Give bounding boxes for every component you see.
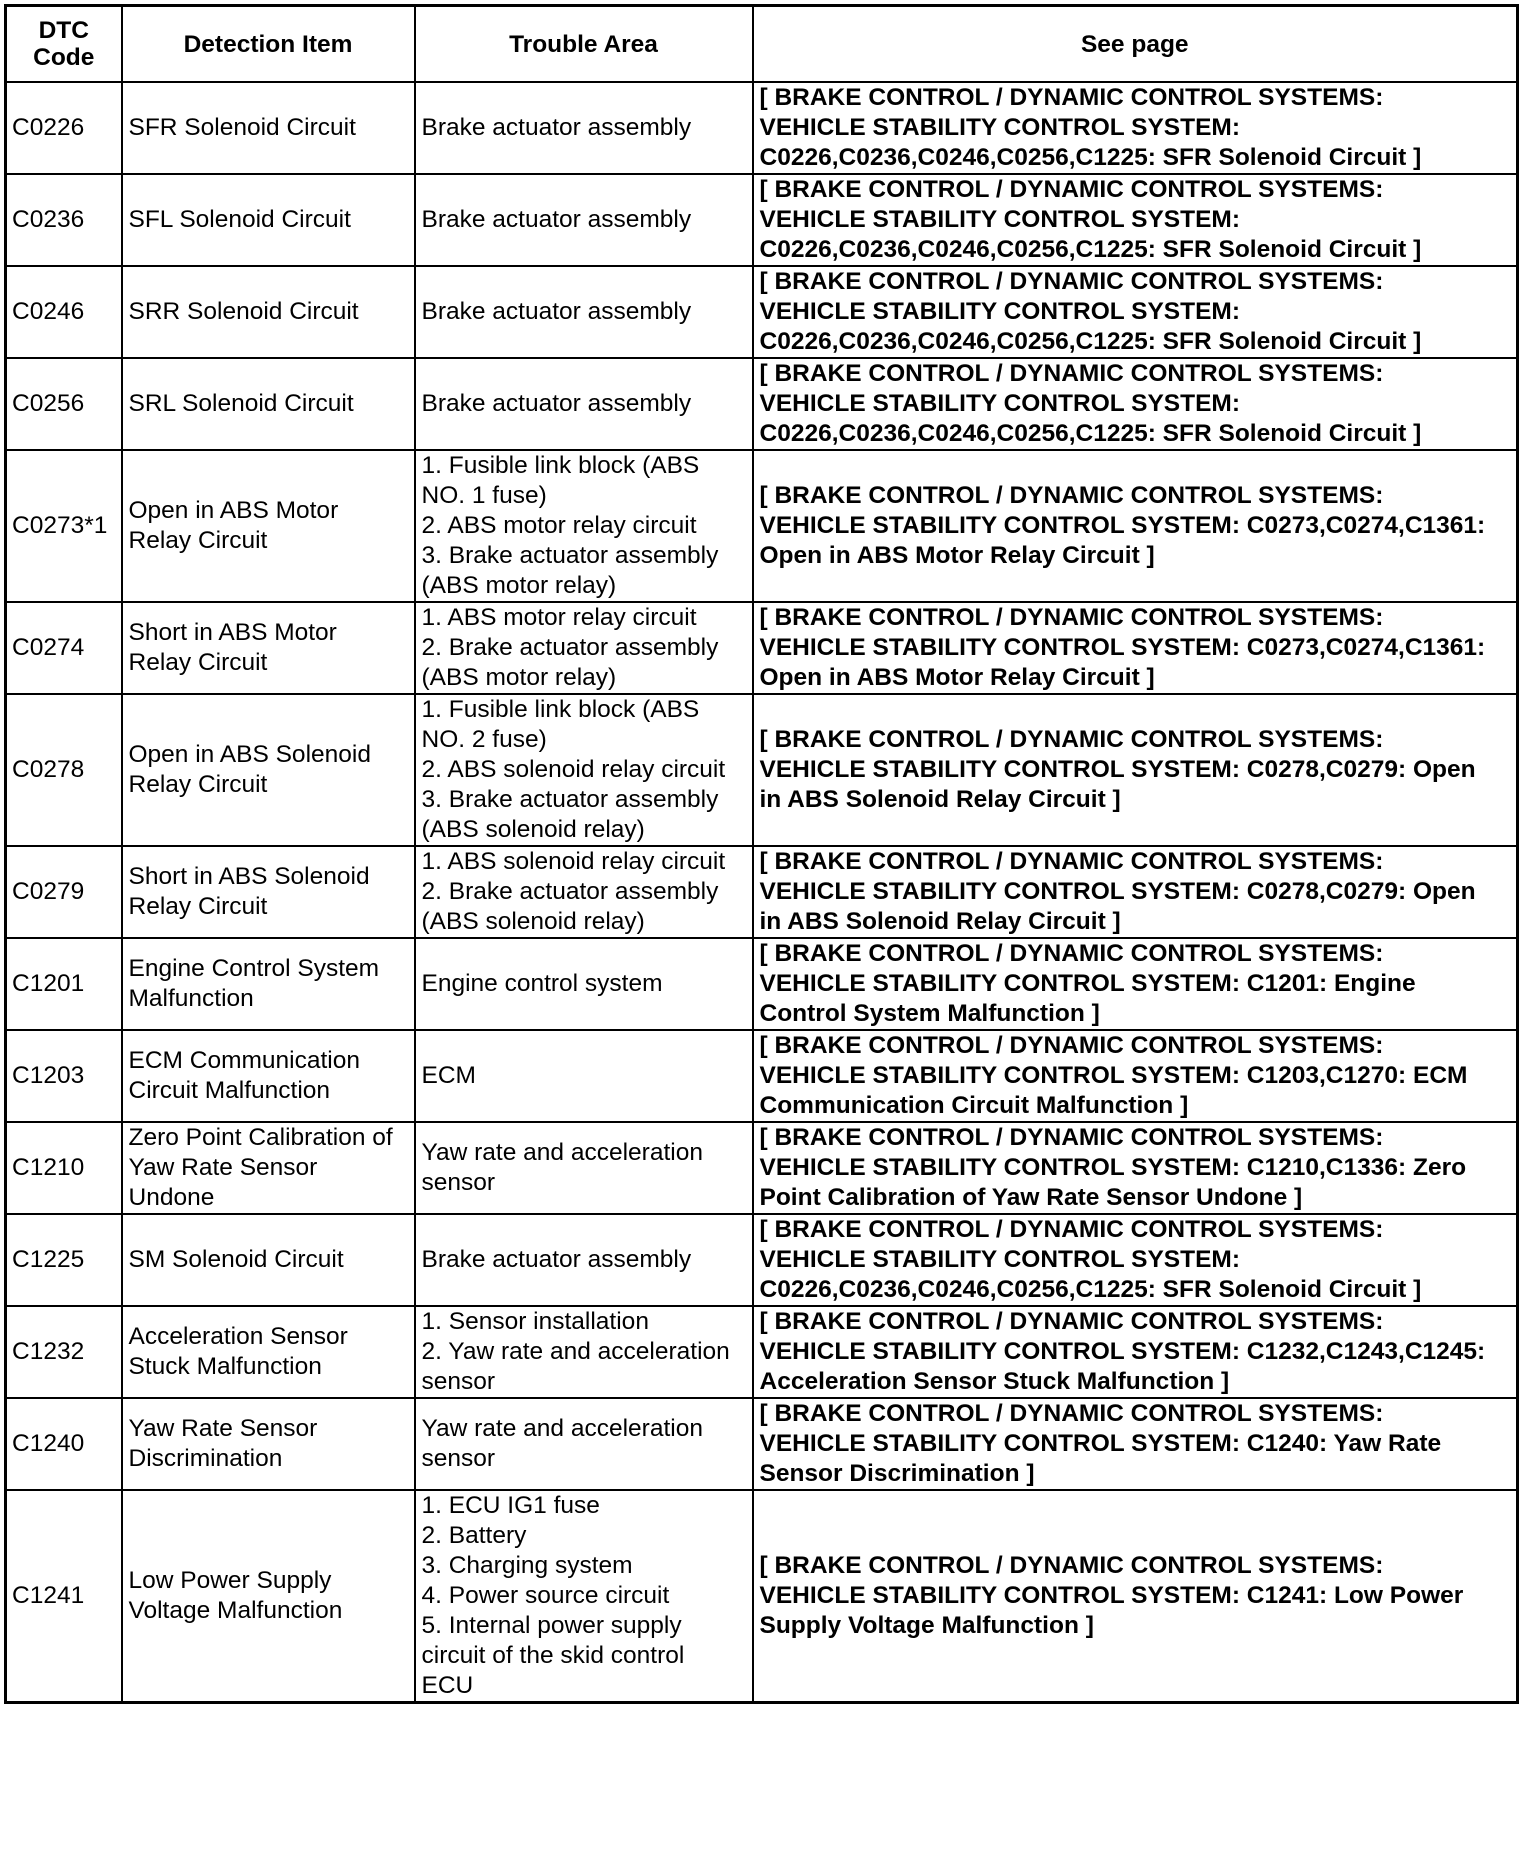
trouble-area-line: 3. Charging system (421, 1552, 633, 1579)
detection-item-cell (122, 1214, 415, 1306)
see-page-line: [ BRAKE CONTROL / DYNAMIC CONTROL SYSTEMS: (759, 1308, 1384, 1335)
trouble-area-line: NO. 1 fuse) (421, 482, 547, 509)
detection-item-cell (122, 1122, 415, 1214)
header-see-page: See page (753, 6, 1518, 83)
detection-item-line: Open in ABS Solenoid (128, 741, 371, 768)
trouble-area-line: sensor (421, 1169, 496, 1196)
see-page-line: [ BRAKE CONTROL / DYNAMIC CONTROL SYSTEMS: (759, 84, 1384, 111)
see-page-line: VEHICLE STABILITY CONTROL SYSTEM: (759, 114, 1241, 141)
trouble-area-line: ECU (421, 1672, 474, 1699)
see-page-line: [ BRAKE CONTROL / DYNAMIC CONTROL SYSTEMS: (759, 1552, 1384, 1579)
detection-item-line: Voltage Malfunction (128, 1597, 343, 1624)
table-row (6, 174, 1518, 266)
trouble-area-line: Yaw rate and acceleration (421, 1139, 703, 1166)
dtc-code-cell: C1240 (6, 1398, 122, 1490)
see-page-line: [ BRAKE CONTROL / DYNAMIC CONTROL SYSTEMS: (759, 940, 1384, 967)
see-page-line: Open in ABS Motor Relay Circuit ] (759, 542, 1155, 569)
see-page-line: Supply Voltage Malfunction ] (759, 1612, 1094, 1639)
trouble-area-line: 5. Internal power supply (421, 1612, 682, 1639)
see-page-line: [ BRAKE CONTROL / DYNAMIC CONTROL SYSTEMS: (759, 268, 1384, 295)
see-page-cell (753, 1030, 1518, 1122)
detection-item-cell (122, 1306, 415, 1398)
table-row (6, 450, 1518, 602)
detection-item-line: SFL Solenoid Circuit (128, 206, 351, 233)
see-page-line: VEHICLE STABILITY CONTROL SYSTEM: C1240: Yaw Rate (759, 1430, 1442, 1457)
trouble-area-cell (415, 1398, 753, 1490)
see-page-cell (753, 1398, 1518, 1490)
table-row (6, 602, 1518, 694)
detection-item-line: SFR Solenoid Circuit (128, 114, 356, 141)
see-page-line: C0226,C0236,C0246,C0256,C1225: SFR Solenoid Circuit ] (759, 328, 1422, 355)
dtc-table (4, 4, 1519, 1704)
detection-item-line: Low Power Supply (128, 1567, 332, 1594)
see-page-cell (753, 846, 1518, 938)
detection-item-line: ECM Communication (128, 1047, 360, 1074)
detection-item-line: Yaw Rate Sensor (128, 1415, 318, 1442)
trouble-area-line: 2. Yaw rate and acceleration (421, 1338, 730, 1365)
trouble-area-line: 2. Brake actuator assembly (421, 634, 719, 661)
detection-item-cell (122, 358, 415, 450)
trouble-area-cell (415, 82, 753, 174)
trouble-area-cell (415, 1122, 753, 1214)
see-page-line: in ABS Solenoid Relay Circuit ] (759, 786, 1121, 813)
see-page-line: VEHICLE STABILITY CONTROL SYSTEM: C0278,C0279: Open (759, 878, 1476, 905)
trouble-area-line: Brake actuator assembly (421, 298, 692, 325)
trouble-area-line: 4. Power source circuit (421, 1582, 670, 1609)
see-page-line: [ BRAKE CONTROL / DYNAMIC CONTROL SYSTEMS: (759, 726, 1384, 753)
see-page-cell (753, 1306, 1518, 1398)
dtc-code-cell: C0273*1 (6, 450, 122, 602)
see-page-cell (753, 174, 1518, 266)
see-page-line: Open in ABS Motor Relay Circuit ] (759, 664, 1155, 691)
header-dtc-code-line2: Code (33, 44, 95, 71)
see-page-cell (753, 938, 1518, 1030)
trouble-area-line: 3. Brake actuator assembly (421, 786, 719, 813)
detection-item-line: Short in ABS Solenoid (128, 863, 370, 890)
detection-item-line: SRR Solenoid Circuit (128, 298, 359, 325)
trouble-area-line: Yaw rate and acceleration (421, 1415, 703, 1442)
detection-item-line: Circuit Malfunction (128, 1077, 331, 1104)
see-page-line: VEHICLE STABILITY CONTROL SYSTEM: C1203,C1270: ECM (759, 1062, 1468, 1089)
header-dtc-code-line1: DTC (38, 17, 89, 44)
see-page-line: VEHICLE STABILITY CONTROL SYSTEM: (759, 1246, 1241, 1273)
table-row (6, 1214, 1518, 1306)
see-page-cell (753, 358, 1518, 450)
see-page-line: VEHICLE STABILITY CONTROL SYSTEM: C1241: Low Power (759, 1582, 1464, 1609)
see-page-cell (753, 602, 1518, 694)
trouble-area-line: sensor (421, 1445, 496, 1472)
dtc-code-cell: C0278 (6, 694, 122, 846)
trouble-area-line: sensor (421, 1368, 496, 1395)
trouble-area-line: Brake actuator assembly (421, 1246, 692, 1273)
detection-item-line: Acceleration Sensor (128, 1323, 348, 1350)
header-trouble-area: Trouble Area (415, 6, 753, 83)
dtc-code-cell: C1232 (6, 1306, 122, 1398)
trouble-area-line: circuit of the skid control (421, 1642, 685, 1669)
dtc-code-cell: C0236 (6, 174, 122, 266)
header-detection-item: Detection Item (122, 6, 415, 83)
trouble-area-line: 1. Fusible link block (ABS (421, 696, 700, 723)
trouble-area-line: ECM (421, 1062, 476, 1089)
detection-item-cell (122, 174, 415, 266)
detection-item-line: Undone (128, 1184, 215, 1211)
trouble-area-cell (415, 938, 753, 1030)
trouble-area-line: Brake actuator assembly (421, 206, 692, 233)
trouble-area-line: (ABS motor relay) (421, 572, 617, 599)
table-row (6, 1030, 1518, 1122)
see-page-line: VEHICLE STABILITY CONTROL SYSTEM: (759, 206, 1241, 233)
trouble-area-line: (ABS solenoid relay) (421, 816, 645, 843)
trouble-area-cell (415, 1306, 753, 1398)
see-page-cell (753, 82, 1518, 174)
see-page-line: C0226,C0236,C0246,C0256,C1225: SFR Solenoid Circuit ] (759, 236, 1422, 263)
table-row (6, 694, 1518, 846)
detection-item-cell (122, 1490, 415, 1703)
trouble-area-cell (415, 846, 753, 938)
detection-item-line: SM Solenoid Circuit (128, 1246, 344, 1273)
dtc-table-body (6, 82, 1518, 1703)
see-page-line: [ BRAKE CONTROL / DYNAMIC CONTROL SYSTEMS: (759, 848, 1384, 875)
see-page-line: [ BRAKE CONTROL / DYNAMIC CONTROL SYSTEMS: (759, 176, 1384, 203)
see-page-line: [ BRAKE CONTROL / DYNAMIC CONTROL SYSTEMS: (759, 1400, 1384, 1427)
trouble-area-line: Engine control system (421, 970, 663, 997)
trouble-area-line: 2. ABS solenoid relay circuit (421, 756, 726, 783)
detection-item-cell (122, 1030, 415, 1122)
trouble-area-line: 1. ABS solenoid relay circuit (421, 848, 726, 875)
see-page-line: Sensor Discrimination ] (759, 1460, 1035, 1487)
detection-item-line: SRL Solenoid Circuit (128, 390, 354, 417)
dtc-code-cell: C0256 (6, 358, 122, 450)
detection-item-cell (122, 846, 415, 938)
trouble-area-line: NO. 2 fuse) (421, 726, 547, 753)
see-page-cell (753, 450, 1518, 602)
trouble-area-cell (415, 450, 753, 602)
see-page-line: C0226,C0236,C0246,C0256,C1225: SFR Solenoid Circuit ] (759, 144, 1422, 171)
see-page-cell (753, 266, 1518, 358)
header-row (6, 6, 1518, 83)
dtc-code-cell: C1241 (6, 1490, 122, 1703)
trouble-area-cell (415, 602, 753, 694)
see-page-line: C0226,C0236,C0246,C0256,C1225: SFR Solenoid Circuit ] (759, 1276, 1422, 1303)
table-row (6, 1122, 1518, 1214)
trouble-area-cell (415, 694, 753, 846)
dtc-code-cell: C1210 (6, 1122, 122, 1214)
dtc-code-cell: C0246 (6, 266, 122, 358)
trouble-area-line: 2. Battery (421, 1522, 527, 1549)
detection-item-line: Zero Point Calibration of (128, 1124, 393, 1151)
trouble-area-cell (415, 1030, 753, 1122)
dtc-code-cell: C0279 (6, 846, 122, 938)
trouble-area-line: 2. ABS motor relay circuit (421, 512, 697, 539)
table-row (6, 358, 1518, 450)
see-page-cell (753, 1490, 1518, 1703)
detection-item-line: Open in ABS Motor (128, 497, 339, 524)
see-page-line: VEHICLE STABILITY CONTROL SYSTEM: (759, 298, 1241, 325)
see-page-cell (753, 694, 1518, 846)
see-page-line: in ABS Solenoid Relay Circuit ] (759, 908, 1121, 935)
detection-item-line: Short in ABS Motor (128, 619, 337, 646)
trouble-area-cell (415, 266, 753, 358)
see-page-cell (753, 1122, 1518, 1214)
trouble-area-line: Brake actuator assembly (421, 114, 692, 141)
see-page-line: VEHICLE STABILITY CONTROL SYSTEM: C1210,C1336: Zero (759, 1154, 1467, 1181)
detection-item-cell (122, 694, 415, 846)
see-page-line: Control System Malfunction ] (759, 1000, 1100, 1027)
see-page-line: VEHICLE STABILITY CONTROL SYSTEM: C1232,C1243,C1245: (759, 1338, 1486, 1365)
dtc-code-cell: C0226 (6, 82, 122, 174)
detection-item-cell (122, 450, 415, 602)
see-page-line: [ BRAKE CONTROL / DYNAMIC CONTROL SYSTEMS: (759, 360, 1384, 387)
trouble-area-cell (415, 1214, 753, 1306)
detection-item-line: Discrimination (128, 1445, 283, 1472)
trouble-area-line: 1. ECU IG1 fuse (421, 1492, 600, 1519)
detection-item-line: Relay Circuit (128, 771, 268, 798)
trouble-area-line: 1. Sensor installation (421, 1308, 649, 1335)
see-page-cell (753, 1214, 1518, 1306)
dtc-code-cell: C0274 (6, 602, 122, 694)
table-row (6, 846, 1518, 938)
trouble-area-line: 2. Brake actuator assembly (421, 878, 719, 905)
table-row (6, 266, 1518, 358)
see-page-line: [ BRAKE CONTROL / DYNAMIC CONTROL SYSTEMS: (759, 604, 1384, 631)
table-row (6, 938, 1518, 1030)
detection-item-line: Malfunction (128, 985, 254, 1012)
trouble-area-line: 3. Brake actuator assembly (421, 542, 719, 569)
see-page-line: Acceleration Sensor Stuck Malfunction ] (759, 1368, 1230, 1395)
detection-item-line: Stuck Malfunction (128, 1353, 322, 1380)
detection-item-cell (122, 1398, 415, 1490)
see-page-line: [ BRAKE CONTROL / DYNAMIC CONTROL SYSTEMS: (759, 1032, 1384, 1059)
table-row (6, 82, 1518, 174)
see-page-line: Communication Circuit Malfunction ] (759, 1092, 1189, 1119)
detection-item-cell (122, 266, 415, 358)
trouble-area-cell (415, 358, 753, 450)
detection-item-cell (122, 938, 415, 1030)
see-page-line: VEHICLE STABILITY CONTROL SYSTEM: (759, 390, 1241, 417)
see-page-line: [ BRAKE CONTROL / DYNAMIC CONTROL SYSTEMS: (759, 1124, 1384, 1151)
detection-item-cell (122, 602, 415, 694)
trouble-area-line: Brake actuator assembly (421, 390, 692, 417)
table-row (6, 1398, 1518, 1490)
see-page-line: VEHICLE STABILITY CONTROL SYSTEM: C0278,C0279: Open (759, 756, 1476, 783)
trouble-area-line: (ABS solenoid relay) (421, 908, 645, 935)
detection-item-line: Relay Circuit (128, 893, 268, 920)
trouble-area-cell (415, 174, 753, 266)
see-page-line: C0226,C0236,C0246,C0256,C1225: SFR Solenoid Circuit ] (759, 420, 1422, 447)
dtc-code-cell: C1203 (6, 1030, 122, 1122)
see-page-line: Point Calibration of Yaw Rate Sensor Undone ] (759, 1184, 1303, 1211)
table-row (6, 1490, 1518, 1703)
see-page-line: VEHICLE STABILITY CONTROL SYSTEM: C1201: Engine (759, 970, 1416, 997)
detection-item-line: Engine Control System (128, 955, 380, 982)
see-page-line: VEHICLE STABILITY CONTROL SYSTEM: C0273,C0274,C1361: (759, 634, 1486, 661)
see-page-line: [ BRAKE CONTROL / DYNAMIC CONTROL SYSTEMS: (759, 482, 1384, 509)
trouble-area-line: 1. ABS motor relay circuit (421, 604, 697, 631)
dtc-code-cell: C1225 (6, 1214, 122, 1306)
see-page-line: VEHICLE STABILITY CONTROL SYSTEM: C0273,C0274,C1361: (759, 512, 1486, 539)
trouble-area-line: 1. Fusible link block (ABS (421, 452, 700, 479)
see-page-line: [ BRAKE CONTROL / DYNAMIC CONTROL SYSTEMS: (759, 1216, 1384, 1243)
dtc-code-cell: C1201 (6, 938, 122, 1030)
detection-item-line: Yaw Rate Sensor (128, 1154, 318, 1181)
detection-item-line: Relay Circuit (128, 527, 268, 554)
header-dtc-code (6, 6, 122, 83)
detection-item-line: Relay Circuit (128, 649, 268, 676)
trouble-area-cell (415, 1490, 753, 1703)
table-row (6, 1306, 1518, 1398)
trouble-area-line: (ABS motor relay) (421, 664, 617, 691)
detection-item-cell (122, 82, 415, 174)
